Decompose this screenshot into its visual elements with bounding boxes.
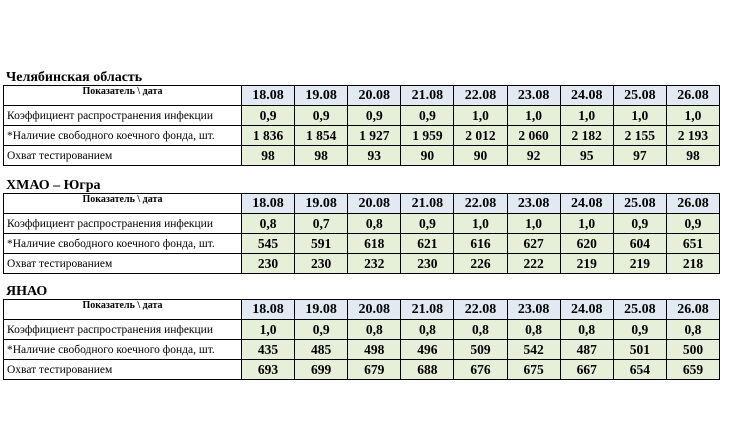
value-cell: 501	[613, 340, 666, 360]
value-cell: 97	[613, 146, 666, 166]
value-cell: 620	[560, 234, 613, 254]
value-cell: 496	[401, 340, 454, 360]
date-header-cell: 21.08	[401, 300, 454, 320]
value-cell: 232	[348, 254, 401, 274]
value-cell: 621	[401, 234, 454, 254]
value-cell: 651	[666, 234, 719, 254]
date-header-cell: 21.08	[401, 86, 454, 106]
date-header-cell: 20.08	[348, 86, 401, 106]
row-label-cell: *Наличие свободного коечного фонда, шт.	[4, 126, 242, 146]
row-label-cell: *Наличие свободного коечного фонда, шт.	[4, 340, 242, 360]
value-cell: 1,0	[507, 106, 560, 126]
value-cell: 679	[348, 360, 401, 380]
value-cell: 1 836	[242, 126, 295, 146]
region-section	[3, 178, 720, 274]
value-cell: 500	[666, 340, 719, 360]
indicator-table	[3, 85, 720, 166]
date-header-cell: 24.08	[560, 86, 613, 106]
value-cell: 675	[507, 360, 560, 380]
value-cell: 218	[666, 254, 719, 274]
date-header-cell: 25.08	[613, 194, 666, 214]
value-cell: 498	[348, 340, 401, 360]
value-cell: 0,8	[666, 320, 719, 340]
value-cell: 693	[242, 360, 295, 380]
value-cell: 230	[295, 254, 348, 274]
value-cell: 98	[295, 146, 348, 166]
value-cell: 1,0	[560, 106, 613, 126]
table-row	[4, 254, 720, 274]
value-cell: 485	[295, 340, 348, 360]
value-cell: 0,8	[560, 320, 613, 340]
date-header-cell: 24.08	[560, 194, 613, 214]
value-cell: 2 182	[560, 126, 613, 146]
header-row	[4, 300, 720, 320]
date-header-cell: 18.08	[242, 86, 295, 106]
value-cell: 1 927	[348, 126, 401, 146]
value-cell: 0,8	[454, 320, 507, 340]
value-cell: 591	[295, 234, 348, 254]
value-cell: 0,8	[348, 214, 401, 234]
date-header-cell: 18.08	[242, 300, 295, 320]
value-cell: 0,9	[401, 106, 454, 126]
date-header-cell: 25.08	[613, 86, 666, 106]
value-cell: 0,7	[295, 214, 348, 234]
value-cell: 2 193	[666, 126, 719, 146]
region-title: ЯНАО	[6, 284, 48, 299]
value-cell: 90	[401, 146, 454, 166]
header-label-cell: Показатель \ дата	[4, 194, 242, 214]
date-header-cell: 21.08	[401, 194, 454, 214]
value-cell: 0,8	[348, 320, 401, 340]
date-header-cell: 25.08	[613, 300, 666, 320]
value-cell: 1,0	[613, 106, 666, 126]
value-cell: 90	[454, 146, 507, 166]
row-label-cell: Охват тестированием	[4, 146, 242, 166]
value-cell: 98	[242, 146, 295, 166]
row-label-cell: Коэффициент распространения инфекции	[4, 320, 242, 340]
table-row	[4, 234, 720, 254]
value-cell: 616	[454, 234, 507, 254]
value-cell: 230	[401, 254, 454, 274]
header-row	[4, 86, 720, 106]
value-cell: 435	[242, 340, 295, 360]
value-cell: 0,9	[613, 320, 666, 340]
value-cell: 618	[348, 234, 401, 254]
value-cell: 0,9	[295, 320, 348, 340]
value-cell: 542	[507, 340, 560, 360]
date-header-cell: 26.08	[666, 300, 719, 320]
date-header-cell: 22.08	[454, 300, 507, 320]
value-cell: 1 959	[401, 126, 454, 146]
value-cell: 230	[242, 254, 295, 274]
date-header-cell: 19.08	[295, 86, 348, 106]
value-cell: 0,9	[613, 214, 666, 234]
value-cell: 1 854	[295, 126, 348, 146]
value-cell: 627	[507, 234, 560, 254]
value-cell: 93	[348, 146, 401, 166]
row-label-cell: Охват тестированием	[4, 360, 242, 380]
date-header-cell: 26.08	[666, 86, 719, 106]
indicator-table	[3, 299, 720, 380]
value-cell: 1,0	[507, 214, 560, 234]
value-cell: 659	[666, 360, 719, 380]
table-row	[4, 320, 720, 340]
date-header-cell: 20.08	[348, 194, 401, 214]
date-header-cell: 23.08	[507, 86, 560, 106]
table-row	[4, 340, 720, 360]
value-cell: 219	[560, 254, 613, 274]
date-header-cell: 20.08	[348, 300, 401, 320]
value-cell: 95	[560, 146, 613, 166]
region-section	[3, 70, 720, 166]
value-cell: 0,8	[507, 320, 560, 340]
value-cell: 2 155	[613, 126, 666, 146]
value-cell: 1,0	[666, 106, 719, 126]
region-title: Челябинская область	[6, 70, 143, 85]
value-cell: 604	[613, 234, 666, 254]
indicator-table	[3, 193, 720, 274]
table-row	[4, 146, 720, 166]
value-cell: 0,8	[242, 214, 295, 234]
date-header-cell: 26.08	[666, 194, 719, 214]
table-row	[4, 106, 720, 126]
value-cell: 0,8	[401, 320, 454, 340]
table-row	[4, 214, 720, 234]
row-label-cell: Коэффициент распространения инфекции	[4, 214, 242, 234]
value-cell: 688	[401, 360, 454, 380]
header-label-cell: Показатель \ дата	[4, 86, 242, 106]
value-cell: 1,0	[242, 320, 295, 340]
value-cell: 487	[560, 340, 613, 360]
date-header-cell: 19.08	[295, 194, 348, 214]
row-label-cell: *Наличие свободного коечного фонда, шт.	[4, 234, 242, 254]
value-cell: 98	[666, 146, 719, 166]
row-label-cell: Охват тестированием	[4, 254, 242, 274]
region-title: ХМАО – Югра	[6, 178, 101, 193]
header-label-cell: Показатель \ дата	[4, 300, 242, 320]
header-row	[4, 194, 720, 214]
value-cell: 1,0	[454, 106, 507, 126]
value-cell: 2 012	[454, 126, 507, 146]
value-cell: 226	[454, 254, 507, 274]
date-header-cell: 23.08	[507, 300, 560, 320]
table-row	[4, 126, 720, 146]
value-cell: 509	[454, 340, 507, 360]
date-header-cell: 22.08	[454, 194, 507, 214]
value-cell: 0,9	[401, 214, 454, 234]
value-cell: 92	[507, 146, 560, 166]
value-cell: 0,9	[295, 106, 348, 126]
value-cell: 676	[454, 360, 507, 380]
date-header-cell: 24.08	[560, 300, 613, 320]
value-cell: 0,9	[666, 214, 719, 234]
value-cell: 1,0	[560, 214, 613, 234]
value-cell: 222	[507, 254, 560, 274]
value-cell: 0,9	[348, 106, 401, 126]
date-header-cell: 23.08	[507, 194, 560, 214]
date-header-cell: 22.08	[454, 86, 507, 106]
value-cell: 667	[560, 360, 613, 380]
value-cell: 654	[613, 360, 666, 380]
value-cell: 545	[242, 234, 295, 254]
value-cell: 699	[295, 360, 348, 380]
value-cell: 0,9	[242, 106, 295, 126]
value-cell: 2 060	[507, 126, 560, 146]
row-label-cell: Коэффициент распространения инфекции	[4, 106, 242, 126]
value-cell: 219	[613, 254, 666, 274]
date-header-cell: 19.08	[295, 300, 348, 320]
table-row	[4, 360, 720, 380]
value-cell: 1,0	[454, 214, 507, 234]
date-header-cell: 18.08	[242, 194, 295, 214]
region-section	[3, 284, 720, 380]
